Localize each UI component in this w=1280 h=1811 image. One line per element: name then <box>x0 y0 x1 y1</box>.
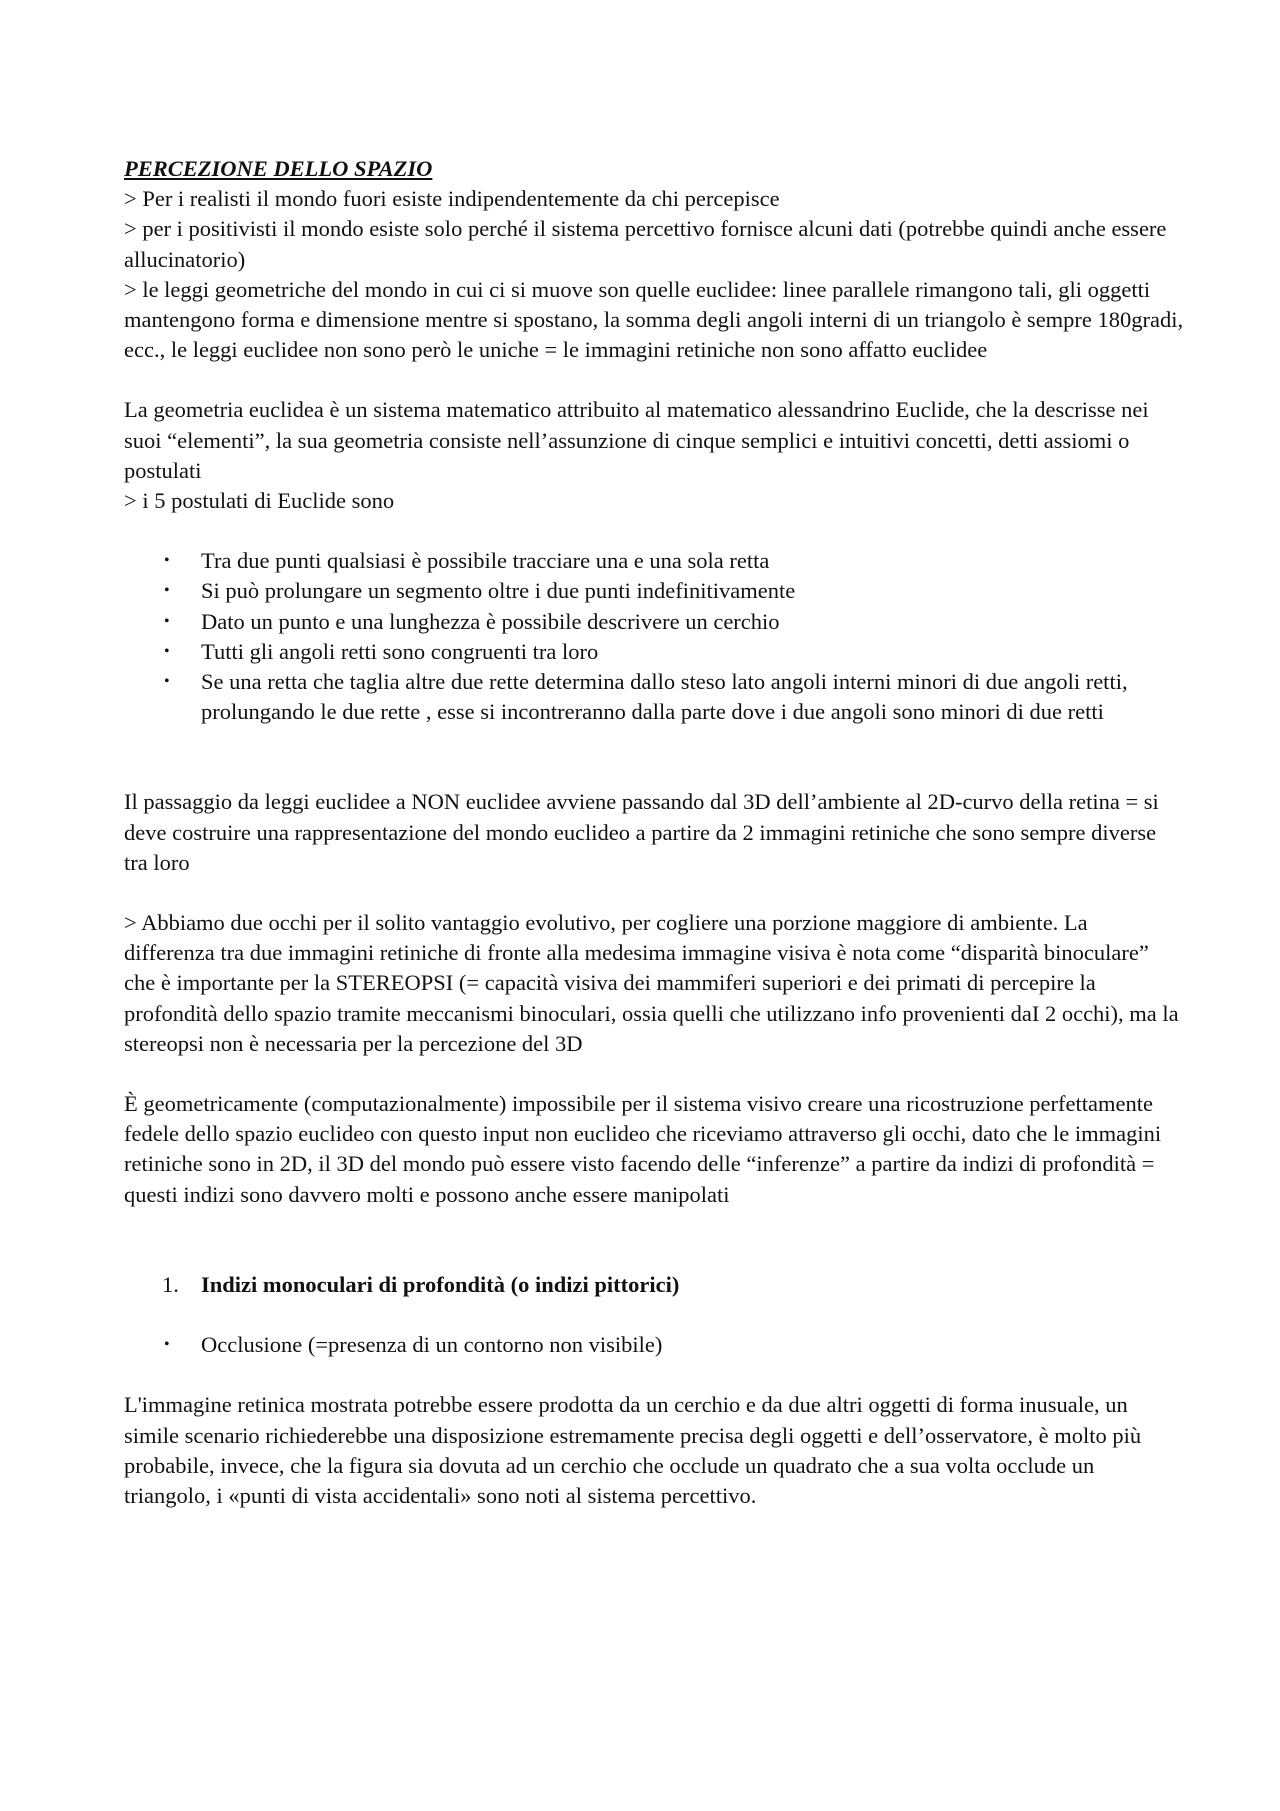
spacer <box>124 1210 1184 1270</box>
passage-paragraph: Il passaggio da leggi euclidee a NON euclidee avviene passando dal 3D dell’ambiente al 2D-curvo della retina = si deve costruire una rappresentazione del mondo euclideo a partire da 2 immagini retiniche che sono sempre diverse tra loro <box>124 789 1159 875</box>
postulates-list <box>124 546 1184 727</box>
spacer <box>124 516 1184 546</box>
spacer <box>124 1360 1184 1390</box>
euclid-paragraph: La geometria euclidea è un sistema matematico attribuito al matematico alessandrino Euclide, che la descrisse nei suoi “elementi”, la sua geometria consiste nell’assunzione di cinque semplici e intuitivi concetti, detti assiomi o postulati <box>124 397 1149 483</box>
bullet-icon: • <box>164 642 170 660</box>
intro-line-geometric-laws: > le leggi geometriche del mondo in cui ci si muove son quelle euclidee: linee parallele rimangono tali, gli oggetti mantengono forma e dimensione mentre si spostano, la somma degli angoli interni di un triangolo è sempre 180gradi, ecc., le leggi euclidee non sono però le uniche = le immagini retiniche non sono affatto euclidee <box>124 276 1184 363</box>
section-heading <box>124 1270 1184 1300</box>
postulate-text: Tra due punti qualsiasi è possibile tracciare una e una sola retta <box>201 548 770 574</box>
postulate-text: Si può prolungare un segmento oltre i due punti indefinitivamente <box>201 578 796 604</box>
spacer <box>124 727 1184 787</box>
list-item <box>124 546 1184 576</box>
postulates-intro: > i 5 postulati di Euclide sono <box>124 488 395 514</box>
list-item <box>124 667 1184 727</box>
bullet-icon: • <box>164 612 170 630</box>
postulate-text: Se una retta che taglia altre due rette determina dallo steso lato angoli interni minori di due angoli retti, prolungando le due rette , esse si incontreranno dalla parte dove i due angoli sono minori di due retti <box>201 669 1128 725</box>
intro-line-realists: > Per i realisti il mondo fuori esiste indipendentemente da chi percepisce <box>124 186 780 212</box>
section-heading-text: Indizi monoculari di profondità (o indizi pittorici) <box>201 1271 680 1297</box>
occlusion-list <box>124 1330 1184 1360</box>
bullet-icon: • <box>164 1336 170 1354</box>
section-number: 1. <box>162 1271 179 1297</box>
occlusion-item-text: Occlusione (=presenza di un contorno non visibile) <box>201 1332 663 1358</box>
list-item <box>124 637 1184 667</box>
bullet-icon: • <box>164 582 170 600</box>
spacer <box>124 1300 1184 1330</box>
postulate-text: Dato un punto e una lunghezza è possibile descrivere un cerchio <box>201 608 780 634</box>
bullet-icon: • <box>164 552 170 570</box>
impossible-paragraph: È geometricamente (computazionalmente) impossibile per il sistema visivo creare una ricostruzione perfettamente fedele dello spazio euclideo con questo input non euclideo che riceviamo attraverso gli occhi, dato che le immagini retiniche sono in 2D, il 3D del mondo può essere visto facendo delle “inferenze” a partire da indizi di profondità = questi indizi sono davvero molti e possono anche essere manipolati <box>124 1091 1162 1207</box>
spacer <box>124 878 1184 908</box>
list-item <box>124 607 1184 637</box>
spacer <box>124 365 1184 395</box>
document-page <box>124 154 1184 1511</box>
document-title: PERCEZIONE DELLO SPAZIO <box>124 156 433 181</box>
intro-line-positivists: > per i positivisti il mondo esiste solo perché il sistema percettivo fornisce alcuni dati (potrebbe quindi anche essere allucinatorio) <box>124 216 1167 272</box>
eyes-paragraph: > Abbiamo due occhi per il solito vantaggio evolutivo, per cogliere una porzione maggiore di ambiente. La differenza tra due immagini retiniche di fronte alla medesima immagine visiva è nota come “disparità binoculare” che è importante per la STEREOPSI (= capacità visiva dei mammiferi superiori e dei primati di percepire la profondità dello spazio tramite meccanismi binoculari, ossia quelli che utilizzano info provenienti daI 2 occhi), ma la stereopsi non è necessaria per la percezione del 3D <box>124 910 1179 1056</box>
bullet-icon: • <box>164 673 170 691</box>
spacer <box>124 1059 1184 1089</box>
postulate-text: Tutti gli angoli retti sono congruenti tra loro <box>201 638 599 664</box>
occlusion-paragraph: L'immagine retinica mostrata potrebbe essere prodotta da un cerchio e da due altri oggetti di forma inusuale, un simile scenario richiederebbe una disposizione estremamente precisa degli oggetti e dell’osservatore, è molto più probabile, invece, che la figura sia dovuta ad un cerchio che occlude un quadrato che a sua volta occlude un triangolo, i «punti di vista accidentali» sono noti al sistema percettivo. <box>124 1392 1142 1508</box>
list-item <box>124 1330 1184 1360</box>
list-item <box>124 576 1184 606</box>
